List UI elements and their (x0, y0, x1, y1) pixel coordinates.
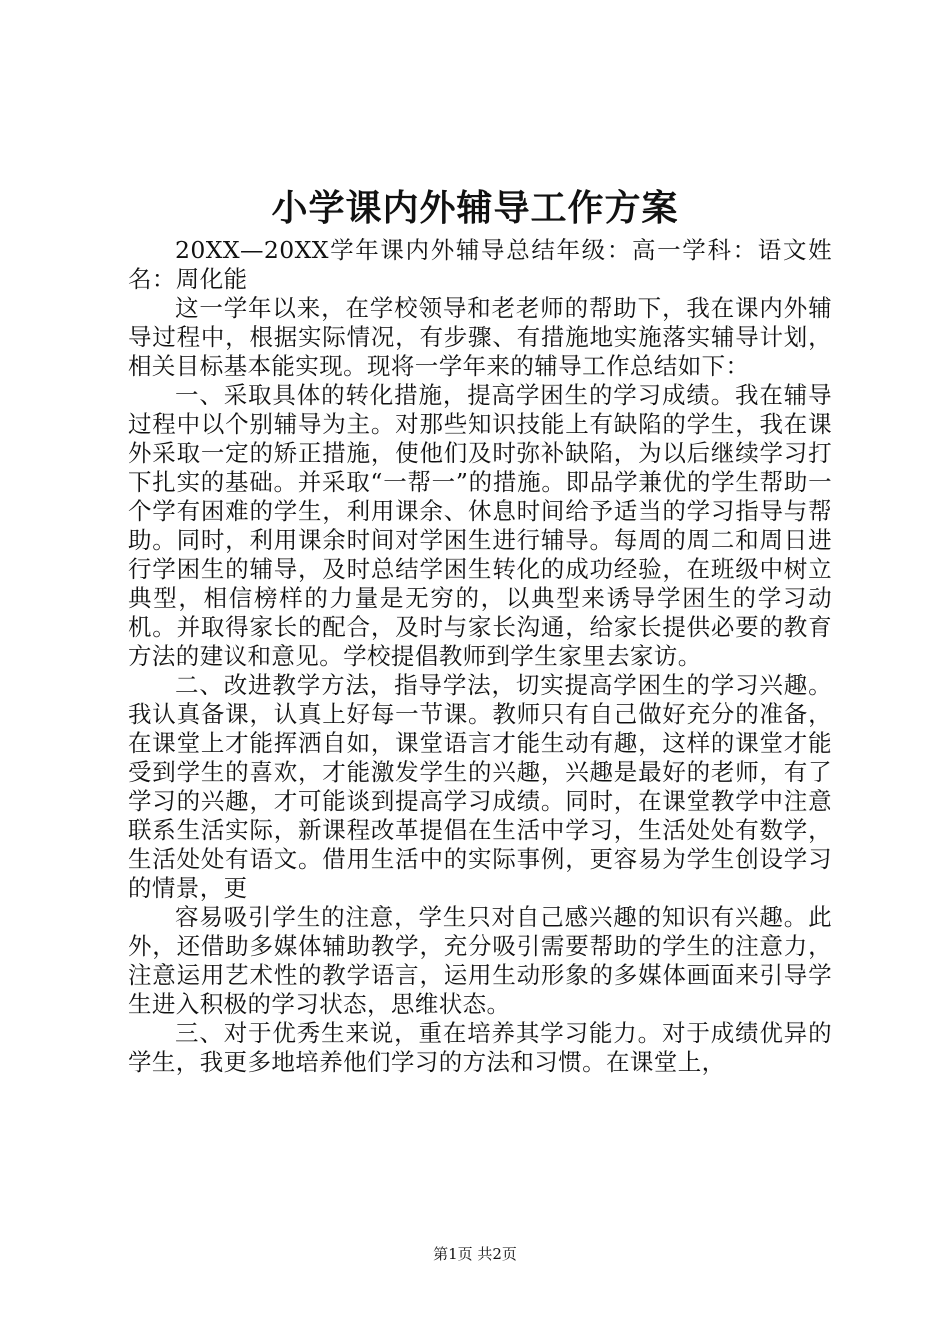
page-footer: 第1页 共2页 (433, 1245, 517, 1263)
document-body (128, 236, 832, 1077)
paragraph-section-one: 一、采取具体的转化措施，提高学困生的学习成绩。我在辅导过程中以个别辅导为主。对那些知识技能上有缺陷的学生，我在课外采取一定的矫正措施，使他们及时弥补缺陷，为以后继续学习打下扎实的基础。并采取“一帮一”的措施。即品学兼优的学生帮助一个学有困难的学生，利用课余、休息时间给予适当的学习指导与帮助。同时，利用课余时间对学困生进行辅导。每周的周二和周日进行学困生的辅导，及时总结学困生转化的成功经验，在班级中树立典型，相信榜样的力量是无穷的，以典型来诱导学困生的学习动机。并取得家长的配合，及时与家长沟通，给家长提供必要的教育方法的建议和意见。学校提倡教师到学生家里去家访。 (128, 381, 832, 670)
paragraph-header-info: 20XX—20XX学年课内外辅导总结年级：高一学科：语文姓名：周化能 (128, 236, 832, 293)
paragraph-intro: 这一学年以来，在学校领导和老老师的帮助下，我在课内外辅导过程中，根据实际情况，有步骤、有措施地实施落实辅导计划，相关目标基本能实现。现将一学年来的辅导工作总结如下： (128, 294, 832, 380)
paragraph-section-two-continued: 容易吸引学生的注意，学生只对自己感兴趣的知识有兴趣。此外，还借助多媒体辅助教学，充分吸引需要帮助的学生的注意力，注意运用艺术性的教学语言，运用生动形象的多媒体画面来引导学生进入积极的学习状态，思维状态。 (128, 903, 832, 1018)
document-title: 小学课内外辅导工作方案 (271, 187, 679, 229)
paragraph-section-two: 二、改进教学方法，指导学法，切实提高学困生的学习兴趣。我认真备课，认真上好每一节课。教师只有自己做好充分的准备，在课堂上才能挥洒自如，课堂语言才能生动有趣，这样的课堂才能受到学生的喜欢，才能激发学生的兴趣，兴趣是最好的老师，有了学习的兴趣，才可能谈到提高学习成绩。同时，在课堂教学中注意联系生活实际，新课程改革提倡在生活中学习，生活处处有数学，生活处处有语文。借用生活中的实际事例，更容易为学生创设学习的情景，更 (128, 671, 832, 902)
paragraph-section-three: 三、对于优秀生来说，重在培养其学习能力。对于成绩优异的学生，我更多地培养他们学习的方法和习惯。在课堂上， (128, 1019, 832, 1076)
